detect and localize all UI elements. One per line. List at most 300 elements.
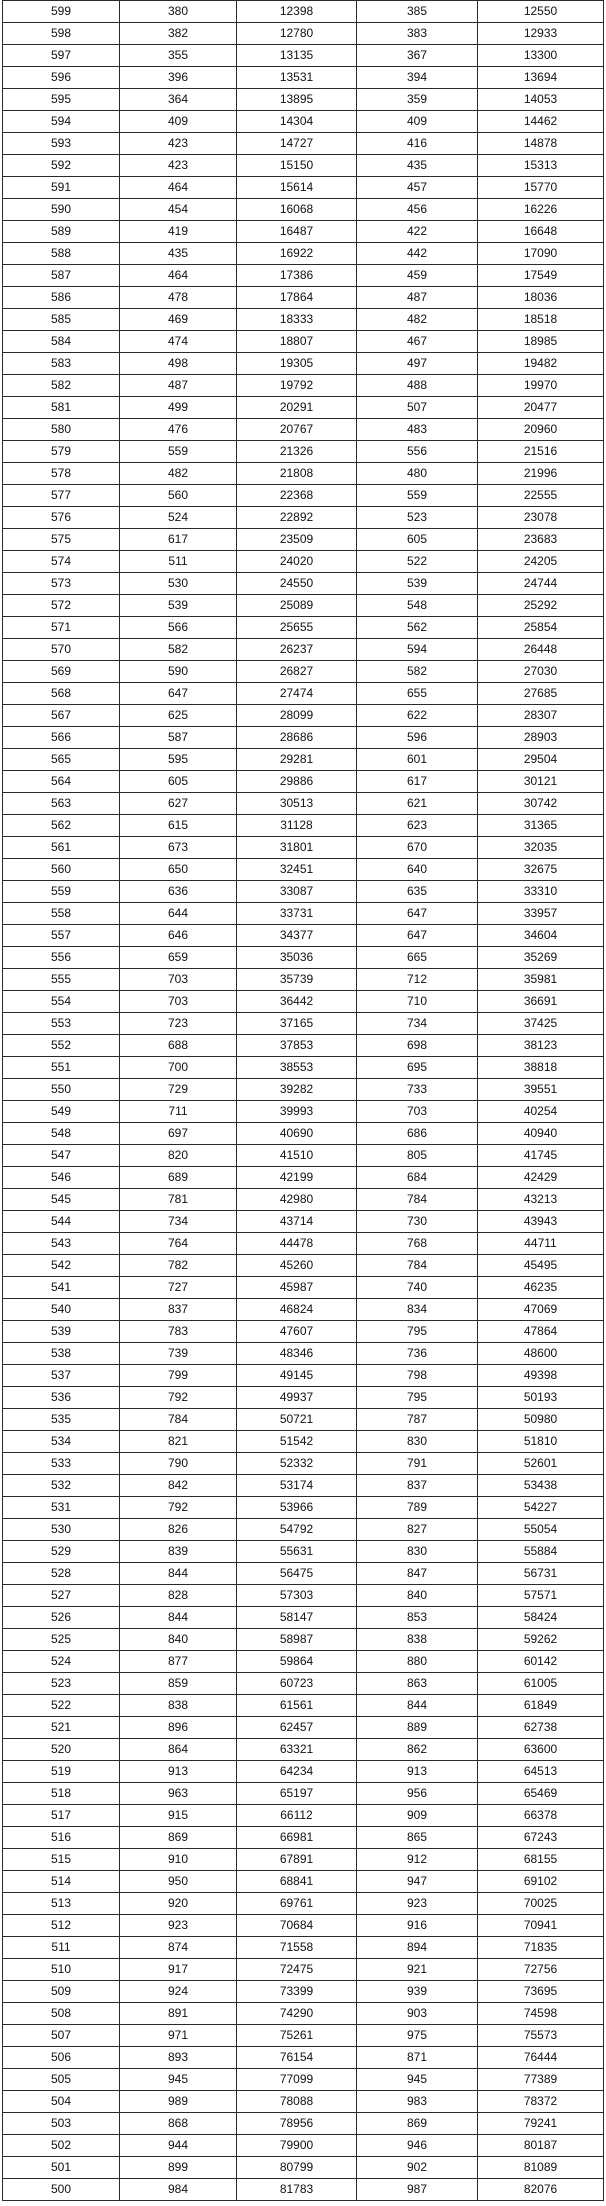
table-row — [3, 2069, 604, 2091]
count-a-cell: 877 — [120, 1651, 237, 1673]
count-b-cell: 640 — [357, 859, 478, 881]
count-a-cell: 859 — [120, 1673, 237, 1695]
cumulative-b-cell: 28307 — [478, 705, 604, 727]
cumulative-b-cell: 18518 — [478, 309, 604, 331]
table-row — [3, 1937, 604, 1959]
cumulative-a-cell: 53174 — [237, 1475, 357, 1497]
count-b-cell: 483 — [357, 419, 478, 441]
cumulative-b-cell: 66378 — [478, 1805, 604, 1827]
cumulative-a-cell: 22368 — [237, 485, 357, 507]
cumulative-a-cell: 77099 — [237, 2069, 357, 2091]
score-cell: 552 — [3, 1035, 120, 1057]
cumulative-b-cell: 71835 — [478, 1937, 604, 1959]
count-a-cell: 783 — [120, 1321, 237, 1343]
score-cell: 557 — [3, 925, 120, 947]
count-a-cell: 950 — [120, 1871, 237, 1893]
score-cell: 556 — [3, 947, 120, 969]
table-row — [3, 1959, 604, 1981]
count-a-cell: 454 — [120, 199, 237, 221]
table-row — [3, 991, 604, 1013]
count-b-cell: 523 — [357, 507, 478, 529]
count-b-cell: 913 — [357, 1761, 478, 1783]
count-a-cell: 734 — [120, 1211, 237, 1233]
cumulative-a-cell: 42980 — [237, 1189, 357, 1211]
count-b-cell: 916 — [357, 1915, 478, 1937]
score-cell: 528 — [3, 1563, 120, 1585]
count-a-cell: 476 — [120, 419, 237, 441]
cumulative-a-cell: 30513 — [237, 793, 357, 815]
cumulative-a-cell: 23509 — [237, 529, 357, 551]
score-cell: 555 — [3, 969, 120, 991]
score-cell: 572 — [3, 595, 120, 617]
count-a-cell: 689 — [120, 1167, 237, 1189]
count-b-cell: 736 — [357, 1343, 478, 1365]
table-row — [3, 837, 604, 859]
cumulative-a-cell: 15150 — [237, 155, 357, 177]
score-cell: 581 — [3, 397, 120, 419]
cumulative-a-cell: 74290 — [237, 2003, 357, 2025]
cumulative-a-cell: 16068 — [237, 199, 357, 221]
table-row — [3, 1409, 604, 1431]
count-a-cell: 821 — [120, 1431, 237, 1453]
count-a-cell: 605 — [120, 771, 237, 793]
score-cell: 547 — [3, 1145, 120, 1167]
table-row — [3, 2003, 604, 2025]
table-row — [3, 1585, 604, 1607]
cumulative-b-cell: 41745 — [478, 1145, 604, 1167]
cumulative-a-cell: 61561 — [237, 1695, 357, 1717]
count-a-cell: 844 — [120, 1563, 237, 1585]
cumulative-b-cell: 62738 — [478, 1717, 604, 1739]
count-a-cell: 782 — [120, 1255, 237, 1277]
table-row — [3, 1387, 604, 1409]
count-b-cell: 975 — [357, 2025, 478, 2047]
table-row — [3, 375, 604, 397]
count-b-cell: 596 — [357, 727, 478, 749]
table-row — [3, 2091, 604, 2113]
table-row — [3, 705, 604, 727]
table-row — [3, 793, 604, 815]
score-cell: 562 — [3, 815, 120, 837]
cumulative-a-cell: 37165 — [237, 1013, 357, 1035]
count-a-cell: 566 — [120, 617, 237, 639]
cumulative-b-cell: 27030 — [478, 661, 604, 683]
count-b-cell: 622 — [357, 705, 478, 727]
cumulative-a-cell: 45260 — [237, 1255, 357, 1277]
cumulative-b-cell: 67243 — [478, 1827, 604, 1849]
cumulative-a-cell: 14727 — [237, 133, 357, 155]
table-row — [3, 243, 604, 265]
count-b-cell: 956 — [357, 1783, 478, 1805]
count-a-cell: 659 — [120, 947, 237, 969]
count-a-cell: 688 — [120, 1035, 237, 1057]
cumulative-a-cell: 16922 — [237, 243, 357, 265]
cumulative-a-cell: 57303 — [237, 1585, 357, 1607]
count-b-cell: 880 — [357, 1651, 478, 1673]
table-row — [3, 397, 604, 419]
table-row — [3, 1849, 604, 1871]
table-row — [3, 1915, 604, 1937]
count-a-cell: 644 — [120, 903, 237, 925]
cumulative-a-cell: 19305 — [237, 353, 357, 375]
score-cell: 502 — [3, 2135, 120, 2157]
count-b-cell: 594 — [357, 639, 478, 661]
count-b-cell: 939 — [357, 1981, 478, 2003]
table-row — [3, 485, 604, 507]
cumulative-b-cell: 23078 — [478, 507, 604, 529]
score-cell: 577 — [3, 485, 120, 507]
cumulative-a-cell: 42199 — [237, 1167, 357, 1189]
table-row — [3, 2135, 604, 2157]
cumulative-a-cell: 50721 — [237, 1409, 357, 1431]
count-a-cell: 364 — [120, 89, 237, 111]
score-cell: 580 — [3, 419, 120, 441]
count-b-cell: 457 — [357, 177, 478, 199]
count-a-cell: 396 — [120, 67, 237, 89]
cumulative-b-cell: 45495 — [478, 1255, 604, 1277]
count-b-cell: 830 — [357, 1431, 478, 1453]
count-a-cell: 989 — [120, 2091, 237, 2113]
count-a-cell: 435 — [120, 243, 237, 265]
cumulative-a-cell: 32451 — [237, 859, 357, 881]
count-b-cell: 582 — [357, 661, 478, 683]
cumulative-b-cell: 33310 — [478, 881, 604, 903]
cumulative-b-cell: 47069 — [478, 1299, 604, 1321]
count-b-cell: 409 — [357, 111, 478, 133]
cumulative-a-cell: 55631 — [237, 1541, 357, 1563]
count-b-cell: 394 — [357, 67, 478, 89]
table-row — [3, 1255, 604, 1277]
count-a-cell: 869 — [120, 1827, 237, 1849]
table-row — [3, 1035, 604, 1057]
score-cell: 569 — [3, 661, 120, 683]
table-row — [3, 573, 604, 595]
score-cell: 526 — [3, 1607, 120, 1629]
count-a-cell: 423 — [120, 155, 237, 177]
count-a-cell: 703 — [120, 991, 237, 1013]
count-a-cell: 595 — [120, 749, 237, 771]
cumulative-b-cell: 32675 — [478, 859, 604, 881]
count-b-cell: 840 — [357, 1585, 478, 1607]
score-cell: 584 — [3, 331, 120, 353]
count-b-cell: 684 — [357, 1167, 478, 1189]
table-row — [3, 2113, 604, 2135]
score-cell: 513 — [3, 1893, 120, 1915]
count-b-cell: 983 — [357, 2091, 478, 2113]
cumulative-b-cell: 40254 — [478, 1101, 604, 1123]
cumulative-b-cell: 13300 — [478, 45, 604, 67]
count-a-cell: 474 — [120, 331, 237, 353]
count-b-cell: 487 — [357, 287, 478, 309]
count-a-cell: 913 — [120, 1761, 237, 1783]
score-cell: 567 — [3, 705, 120, 727]
cumulative-a-cell: 66112 — [237, 1805, 357, 1827]
cumulative-b-cell: 26448 — [478, 639, 604, 661]
score-cell: 545 — [3, 1189, 120, 1211]
count-a-cell: 839 — [120, 1541, 237, 1563]
count-a-cell: 917 — [120, 1959, 237, 1981]
table-row — [3, 749, 604, 771]
count-b-cell: 827 — [357, 1519, 478, 1541]
table-row — [3, 1607, 604, 1629]
table-row — [3, 947, 604, 969]
score-cell: 576 — [3, 507, 120, 529]
count-a-cell: 910 — [120, 1849, 237, 1871]
count-a-cell: 790 — [120, 1453, 237, 1475]
cumulative-b-cell: 28903 — [478, 727, 604, 749]
count-a-cell: 487 — [120, 375, 237, 397]
table-row — [3, 1057, 604, 1079]
table-row — [3, 331, 604, 353]
cumulative-a-cell: 81783 — [237, 2179, 357, 2201]
cumulative-a-cell: 60723 — [237, 1673, 357, 1695]
cumulative-b-cell: 75573 — [478, 2025, 604, 2047]
cumulative-b-cell: 55054 — [478, 1519, 604, 1541]
score-cell: 541 — [3, 1277, 120, 1299]
cumulative-b-cell: 16226 — [478, 199, 604, 221]
count-b-cell: 359 — [357, 89, 478, 111]
count-b-cell: 909 — [357, 1805, 478, 1827]
table-row — [3, 353, 604, 375]
count-a-cell: 920 — [120, 1893, 237, 1915]
count-b-cell: 921 — [357, 1959, 478, 1981]
cumulative-b-cell: 14462 — [478, 111, 604, 133]
cumulative-b-cell: 72756 — [478, 1959, 604, 1981]
cumulative-b-cell: 15770 — [478, 177, 604, 199]
table-row — [3, 2047, 604, 2069]
count-a-cell: 764 — [120, 1233, 237, 1255]
score-cell: 505 — [3, 2069, 120, 2091]
count-b-cell: 902 — [357, 2157, 478, 2179]
table-row — [3, 265, 604, 287]
score-cell: 587 — [3, 265, 120, 287]
cumulative-a-cell: 72475 — [237, 1959, 357, 1981]
table-row — [3, 507, 604, 529]
count-a-cell: 380 — [120, 1, 237, 23]
cumulative-a-cell: 75261 — [237, 2025, 357, 2047]
cumulative-b-cell: 64513 — [478, 1761, 604, 1783]
cumulative-b-cell: 50980 — [478, 1409, 604, 1431]
score-cell: 575 — [3, 529, 120, 551]
score-cell: 579 — [3, 441, 120, 463]
cumulative-b-cell: 78372 — [478, 2091, 604, 2113]
cumulative-a-cell: 35036 — [237, 947, 357, 969]
cumulative-a-cell: 12780 — [237, 23, 357, 45]
count-b-cell: 416 — [357, 133, 478, 155]
cumulative-a-cell: 13531 — [237, 67, 357, 89]
table-row — [3, 441, 604, 463]
cumulative-a-cell: 73399 — [237, 1981, 357, 2003]
count-b-cell: 442 — [357, 243, 478, 265]
count-b-cell: 869 — [357, 2113, 478, 2135]
count-a-cell: 844 — [120, 1607, 237, 1629]
count-a-cell: 617 — [120, 529, 237, 551]
cumulative-a-cell: 41510 — [237, 1145, 357, 1167]
count-b-cell: 947 — [357, 1871, 478, 1893]
count-a-cell: 799 — [120, 1365, 237, 1387]
count-a-cell: 971 — [120, 2025, 237, 2047]
table-row — [3, 1695, 604, 1717]
cumulative-b-cell: 21996 — [478, 463, 604, 485]
cumulative-a-cell: 15614 — [237, 177, 357, 199]
score-cell: 527 — [3, 1585, 120, 1607]
cumulative-b-cell: 12550 — [478, 1, 604, 23]
score-cell: 514 — [3, 1871, 120, 1893]
table-row — [3, 1519, 604, 1541]
count-b-cell: 863 — [357, 1673, 478, 1695]
count-a-cell: 893 — [120, 2047, 237, 2069]
table-row — [3, 419, 604, 441]
cumulative-a-cell: 24550 — [237, 573, 357, 595]
cumulative-b-cell: 55884 — [478, 1541, 604, 1563]
table-row — [3, 551, 604, 573]
table-body — [3, 1, 604, 2201]
cumulative-b-cell: 18985 — [478, 331, 604, 353]
count-b-cell: 647 — [357, 925, 478, 947]
cumulative-a-cell: 49145 — [237, 1365, 357, 1387]
count-a-cell: 874 — [120, 1937, 237, 1959]
cumulative-b-cell: 81089 — [478, 2157, 604, 2179]
cumulative-b-cell: 58424 — [478, 1607, 604, 1629]
table-row — [3, 1211, 604, 1233]
table-row — [3, 1893, 604, 1915]
table-row — [3, 1783, 604, 1805]
count-b-cell: 923 — [357, 1893, 478, 1915]
count-b-cell: 795 — [357, 1321, 478, 1343]
score-cell: 597 — [3, 45, 120, 67]
cumulative-b-cell: 69102 — [478, 1871, 604, 1893]
table-row — [3, 67, 604, 89]
count-b-cell: 784 — [357, 1255, 478, 1277]
score-cell: 531 — [3, 1497, 120, 1519]
count-a-cell: 826 — [120, 1519, 237, 1541]
cumulative-b-cell: 19482 — [478, 353, 604, 375]
count-a-cell: 559 — [120, 441, 237, 463]
score-cell: 553 — [3, 1013, 120, 1035]
table-row — [3, 925, 604, 947]
table-row — [3, 1453, 604, 1475]
count-b-cell: 795 — [357, 1387, 478, 1409]
table-row — [3, 2025, 604, 2047]
count-a-cell: 524 — [120, 507, 237, 529]
count-b-cell: 623 — [357, 815, 478, 837]
count-b-cell: 488 — [357, 375, 478, 397]
cumulative-a-cell: 63321 — [237, 1739, 357, 1761]
table-row — [3, 1167, 604, 1189]
score-cell: 565 — [3, 749, 120, 771]
cumulative-a-cell: 26237 — [237, 639, 357, 661]
count-b-cell: 946 — [357, 2135, 478, 2157]
score-cell: 550 — [3, 1079, 120, 1101]
table-row — [3, 1563, 604, 1585]
count-b-cell: 686 — [357, 1123, 478, 1145]
count-a-cell: 945 — [120, 2069, 237, 2091]
score-distribution-table — [2, 0, 604, 2201]
score-cell: 512 — [3, 1915, 120, 1937]
cumulative-a-cell: 20767 — [237, 419, 357, 441]
cumulative-a-cell: 25655 — [237, 617, 357, 639]
score-cell: 507 — [3, 2025, 120, 2047]
cumulative-b-cell: 13694 — [478, 67, 604, 89]
table-row — [3, 1321, 604, 1343]
score-cell: 511 — [3, 1937, 120, 1959]
cumulative-a-cell: 13135 — [237, 45, 357, 67]
cumulative-a-cell: 31128 — [237, 815, 357, 837]
score-cell: 504 — [3, 2091, 120, 2113]
count-b-cell: 847 — [357, 1563, 478, 1585]
score-cell: 516 — [3, 1827, 120, 1849]
cumulative-a-cell: 49937 — [237, 1387, 357, 1409]
cumulative-b-cell: 51810 — [478, 1431, 604, 1453]
cumulative-a-cell: 18333 — [237, 309, 357, 331]
count-b-cell: 385 — [357, 1, 478, 23]
count-a-cell: 963 — [120, 1783, 237, 1805]
score-cell: 517 — [3, 1805, 120, 1827]
cumulative-a-cell: 21326 — [237, 441, 357, 463]
cumulative-a-cell: 80799 — [237, 2157, 357, 2179]
cumulative-a-cell: 46824 — [237, 1299, 357, 1321]
count-b-cell: 601 — [357, 749, 478, 771]
score-cell: 510 — [3, 1959, 120, 1981]
cumulative-a-cell: 48346 — [237, 1343, 357, 1365]
cumulative-a-cell: 33087 — [237, 881, 357, 903]
cumulative-b-cell: 63600 — [478, 1739, 604, 1761]
score-cell: 536 — [3, 1387, 120, 1409]
cumulative-a-cell: 39282 — [237, 1079, 357, 1101]
cumulative-b-cell: 39551 — [478, 1079, 604, 1101]
cumulative-b-cell: 70025 — [478, 1893, 604, 1915]
cumulative-b-cell: 77389 — [478, 2069, 604, 2091]
score-cell: 543 — [3, 1233, 120, 1255]
score-cell: 501 — [3, 2157, 120, 2179]
cumulative-a-cell: 13895 — [237, 89, 357, 111]
count-a-cell: 915 — [120, 1805, 237, 1827]
cumulative-a-cell: 14304 — [237, 111, 357, 133]
cumulative-b-cell: 49398 — [478, 1365, 604, 1387]
cumulative-b-cell: 82076 — [478, 2179, 604, 2201]
count-a-cell: 530 — [120, 573, 237, 595]
cumulative-b-cell: 38123 — [478, 1035, 604, 1057]
score-cell: 503 — [3, 2113, 120, 2135]
table-row — [3, 1431, 604, 1453]
cumulative-b-cell: 68155 — [478, 1849, 604, 1871]
count-a-cell: 828 — [120, 1585, 237, 1607]
cumulative-b-cell: 25854 — [478, 617, 604, 639]
cumulative-a-cell: 22892 — [237, 507, 357, 529]
count-b-cell: 805 — [357, 1145, 478, 1167]
cumulative-b-cell: 60142 — [478, 1651, 604, 1673]
count-a-cell: 703 — [120, 969, 237, 991]
score-cell: 515 — [3, 1849, 120, 1871]
count-a-cell: 864 — [120, 1739, 237, 1761]
count-a-cell: 984 — [120, 2179, 237, 2201]
score-cell: 560 — [3, 859, 120, 881]
count-b-cell: 871 — [357, 2047, 478, 2069]
cumulative-a-cell: 54792 — [237, 1519, 357, 1541]
cumulative-b-cell: 57571 — [478, 1585, 604, 1607]
count-a-cell: 478 — [120, 287, 237, 309]
table-row — [3, 529, 604, 551]
score-cell: 592 — [3, 155, 120, 177]
count-a-cell: 625 — [120, 705, 237, 727]
count-a-cell: 582 — [120, 639, 237, 661]
count-a-cell: 647 — [120, 683, 237, 705]
count-a-cell: 739 — [120, 1343, 237, 1365]
cumulative-b-cell: 80187 — [478, 2135, 604, 2157]
table-row — [3, 1497, 604, 1519]
table-row — [3, 111, 604, 133]
table-row — [3, 1101, 604, 1123]
